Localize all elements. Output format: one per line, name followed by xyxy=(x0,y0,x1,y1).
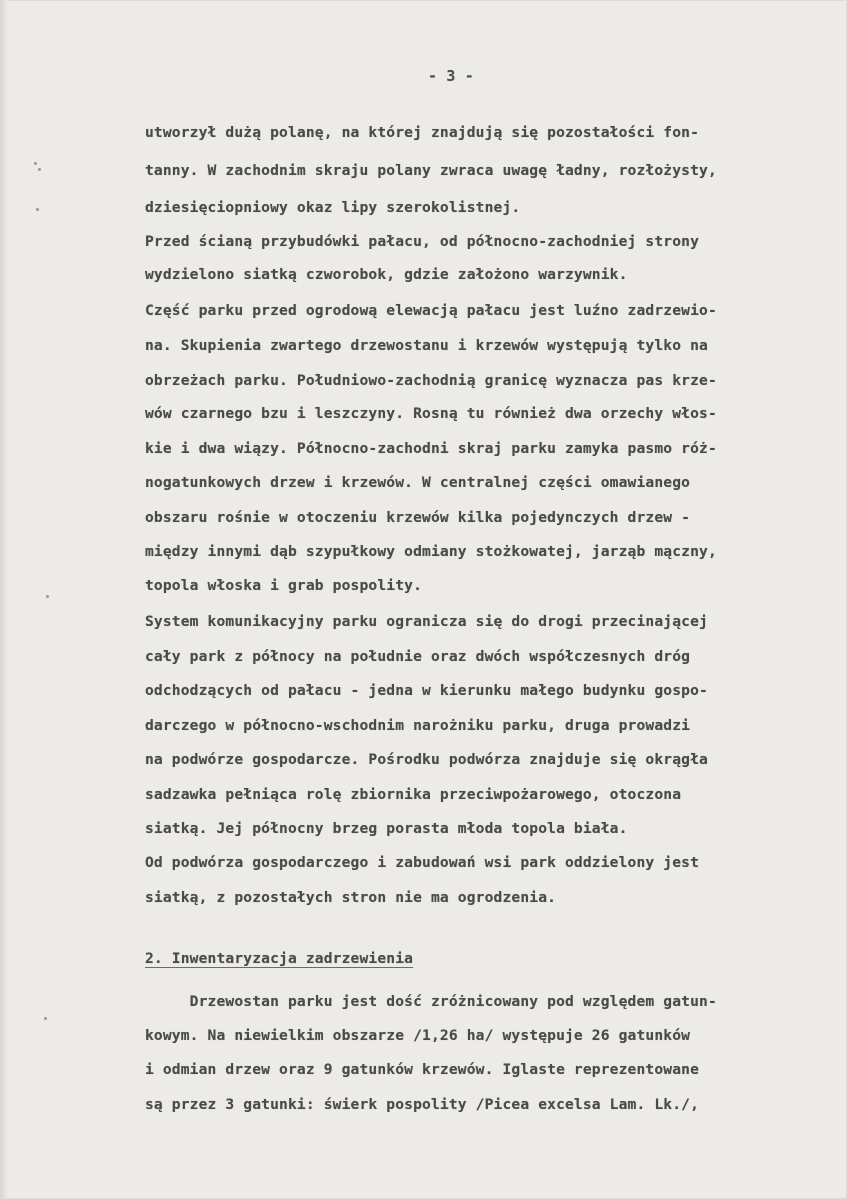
page-edge xyxy=(0,0,8,1199)
text-line: sadzawka pełniąca rolę zbiornika przeciwpożarowego, otoczona xyxy=(145,786,682,803)
punch-mark xyxy=(44,1017,47,1020)
text-line: odchodzących od pałacu - jedna w kierunku małego budynku gospo- xyxy=(145,682,708,699)
section-heading: 2. Inwentaryzacja zadrzewienia xyxy=(145,950,414,967)
text-line: obszaru rośnie w otoczeniu krzewów kilka pojedynczych drzew - xyxy=(145,509,691,526)
text-line: utworzył dużą polanę, na której znajdują się pozostałości fon- xyxy=(145,124,700,141)
text-line: siatką. Jej północny brzeg porasta młoda topola biała. xyxy=(145,820,628,837)
text-line: kowym. Na niewielkim obszarze /1,26 ha/ występuje 26 gatunków xyxy=(145,1027,691,1044)
text-line: wydzielono siatką czworobok, gdzie założono warzywnik. xyxy=(145,266,628,283)
text-line: Przed ścianą przybudówki pałacu, od północno-zachodniej strony xyxy=(145,233,700,250)
text-line: dziesięciopniowy okaz lipy szerokolistnej. xyxy=(145,199,521,216)
text-line: siatką, z pozostałych stron nie ma ogrodzenia. xyxy=(145,889,557,906)
text-line: obrzeżach parku. Południowo-zachodnią granicę wyznacza pas krze- xyxy=(145,372,717,389)
text-line: na podwórze gospodarcze. Pośrodku podwórza znajduje się okrągła xyxy=(145,751,708,768)
text-line: Część parku przed ogrodową elewacją pałacu jest luźno zadrzewio- xyxy=(145,302,717,319)
punch-mark xyxy=(38,168,41,171)
text-line: Drzewostan parku jest dość zróżnicowany pod względem gatun- xyxy=(145,993,717,1010)
text-line: wów czarnego bzu i leszczyny. Rosną tu również dwa orzechy włos- xyxy=(145,405,717,422)
punch-mark xyxy=(34,162,37,165)
page-number: - 3 - xyxy=(428,67,474,85)
text-line: System komunikacyjny parku ogranicza się do drogi przecinającej xyxy=(145,613,708,630)
punch-mark xyxy=(46,595,49,598)
text-line: darczego w północno-wschodnim narożniku parku, druga prowadzi xyxy=(145,717,691,734)
text-line: na. Skupienia zwartego drzewostanu i krzewów występują tylko na xyxy=(145,337,708,354)
text-line: tanny. W zachodnim skraju polany zwraca uwagę ładny, rozłożysty, xyxy=(145,162,717,179)
text-line: między innymi dąb szypułkowy odmiany stożkowatej, jarząb mączny, xyxy=(145,543,717,560)
text-line: kie i dwa wiązy. Północno-zachodni skraj parku zamyka pasmo róż- xyxy=(145,440,717,457)
punch-mark xyxy=(36,208,39,211)
text-line: są przez 3 gatunki: świerk pospolity /Picea excelsa Lam. Lk./, xyxy=(145,1096,700,1113)
text-line: topola włoska i grab pospolity. xyxy=(145,577,423,594)
text-line: i odmian drzew oraz 9 gatunków krzewów. Iglaste reprezentowane xyxy=(145,1061,700,1078)
text-line: cały park z północy na południe oraz dwóch współczesnych dróg xyxy=(145,648,691,665)
text-line: Od podwórza gospodarczego i zabudowań wsi park oddzielony jest xyxy=(145,854,700,871)
text-line: nogatunkowych drzew i krzewów. W centralnej części omawianego xyxy=(145,474,691,491)
